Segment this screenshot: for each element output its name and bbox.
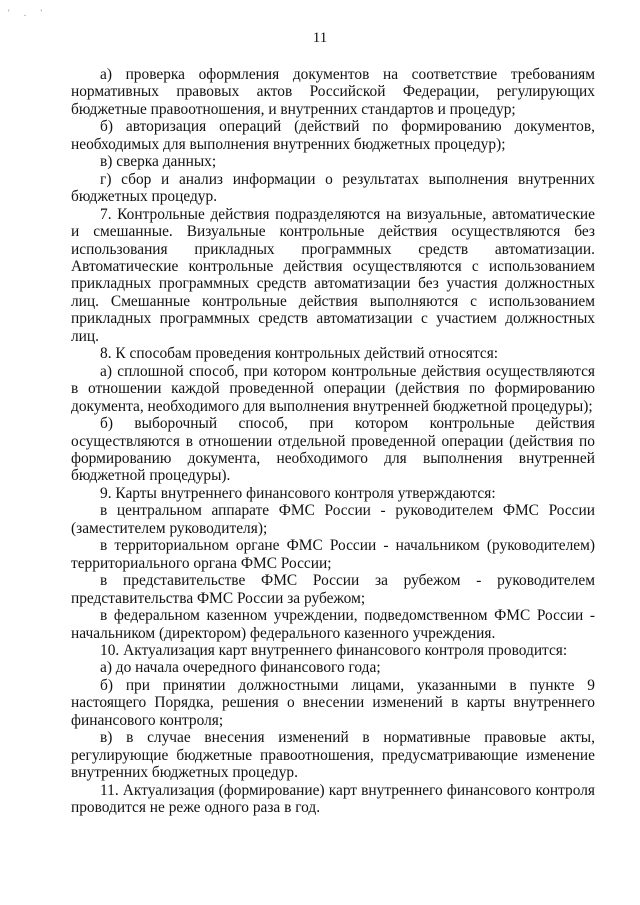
scan-artifact-marks: ' . ' <box>8 8 48 18</box>
paragraph-10a: а) до начала очередного финансового года; <box>100 659 381 677</box>
paragraph-6a: а) проверка оформления документов на соответствие требованиям нормативных правовых актов Российской Федерации, регулирующих бюджетные правоотношения, и внутренних стандартов и процедур; <box>71 66 595 118</box>
paragraph-9-central: в центральном аппарате ФМС России - руководителем ФМС России (заместителем руководителя); <box>71 502 595 537</box>
document-body <box>71 66 595 816</box>
paragraph-6c: в) сверка данных; <box>100 153 217 171</box>
paragraph-6d: г) сбор и анализ информации о результатах выполнения внутренних бюджетных процедур. <box>71 170 595 206</box>
paragraph-8b: б) выборочный способ, при котором контрольные действия осуществляются в отношении отдельной проведенной операции (действия по формированию документа, необходимого для выполнения внутренней бюджетной процедуры). <box>71 415 595 485</box>
paragraph-7: 7. Контрольные действия подразделяются на визуальные, автоматические и смешанные. Визуальные контрольные действия осуществляются без использования прикладных программных средств автоматизации. Автоматические контрольные действия осуществляются с использованием прикладных программных средств автоматизации без участия должностных лиц. Смешанные контрольные действия выполняются с использованием прикладных программных средств автоматизации с участием должностных лиц. <box>71 205 595 345</box>
paragraph-9-representation: в представительстве ФМС России за рубежом - руководителем представительства ФМС России за рубежом; <box>71 572 595 607</box>
paragraph-10: 10. Актуализация карт внутреннего финансового контроля проводится: <box>100 641 568 659</box>
page-number: 11 <box>312 30 328 46</box>
paragraph-8a: а) сплошной способ, при котором контрольные действия осуществляются в отношении каждой проведенной операции (действия по формированию документа, необходимого для выполнения внутренней бюджетной процедуры); <box>71 362 595 415</box>
paragraph-10c: в) в случае внесения изменений в нормативные правовые акты, регулирующие бюджетные правоотношения, предусматривающие изменение внутренних бюджетных процедур. <box>71 729 595 782</box>
paragraph-8: 8. К способам проведения контрольных действий относятся: <box>100 345 499 363</box>
paragraph-11: 11. Актуализация (формирование) карт внутреннего финансового контроля проводится не реже одного раза в год. <box>71 781 595 817</box>
paragraph-10b: б) при принятии должностными лицами, указанными в пункте 9 настоящего Порядка, решения о внесении изменений в карты внутреннего финансового контроля; <box>71 676 595 729</box>
paragraph-9: 9. Карты внутреннего финансового контроля утверждаются: <box>100 484 496 502</box>
paragraph-6b: б) авторизация операций (действий по формированию документов, необходимых для выполнения внутренних бюджетных процедур); <box>71 118 595 153</box>
paragraph-9-territorial: в территориальном органе ФМС России - начальником (руководителем) территориального органа ФМС России; <box>71 537 595 572</box>
paragraph-9-institution: в федеральном казенном учреждении, подведомственном ФМС России - начальником (директором) федерального казенного учреждения. <box>71 607 595 642</box>
